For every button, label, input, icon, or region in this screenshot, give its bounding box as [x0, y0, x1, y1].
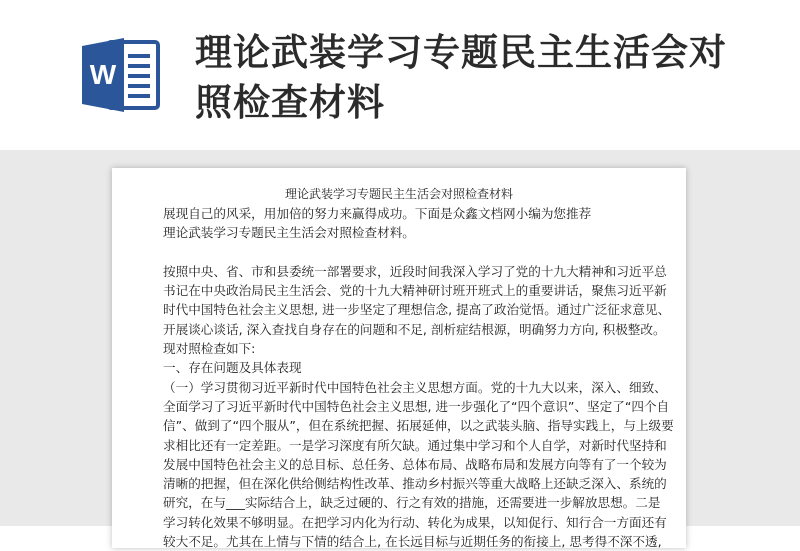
body-line: 信”、做到了“四个服从”，但在系统把握、拓展延伸，以之武装头脑、指导实践上，与上级要	[163, 418, 674, 434]
title-line-1: 理论武装学习专题民主生活会对	[195, 31, 727, 74]
body-line: 研究，在与___实际结合上，缺乏过硬的、行之有效的措施，还需要进一步解放思想。二是	[163, 495, 661, 511]
page-heading: 理论武装学习专题民主生活会对照检查材料	[284, 187, 513, 201]
body-line: 学习转化效果不够明显。在把学习内化为行动、转化为成果，以知促行、知行合一方面还有	[163, 514, 667, 530]
body-line: 时代中国特色社会主义思想, 进一步坚定了理想信念, 提高了政治觉悟。通过广泛征求意见、	[163, 302, 671, 318]
header	[0, 0, 800, 150]
body-line: 现对照检查如下:	[163, 341, 256, 357]
body-line	[163, 243, 643, 262]
word-icon-letter: W	[89, 59, 117, 90]
body-line: 较大不足。尤其在上情与下情的结合上, 在长远目标与近期任务的衔接上, 思考得不深不透,	[163, 534, 662, 550]
body-line: 一、存在问题及具体表现	[163, 360, 302, 376]
document-page	[112, 168, 686, 548]
body-line: （一）学习贯彻习近平新时代中国特色社会主义思想方面。党的十九大以来，深入、细致、	[163, 379, 667, 395]
body-line: 按照中央、省、市和县委统一部署要求，近段时间我深入学习了党的十九大精神和习近平总	[163, 263, 667, 279]
body-line: 理论武装学习专题民主生活会对照检查材料。	[163, 225, 415, 241]
body-line: 求相比还有一定差距。一是学习深度有所欠缺。通过集中学习和个人自学，对新时代坚持和	[163, 437, 667, 453]
body-line: 展现自己的风采，用加倍的努力来赢得成功。下面是众鑫文档网小编为您推荐	[163, 206, 592, 221]
document-title	[195, 28, 755, 128]
body-line: 发展中国特色社会主义的总目标、总任务、总体布局、战略布局和发展方向等有了一个较为	[163, 456, 667, 472]
page-body	[163, 204, 674, 551]
body-line: 全面学习了习近平新时代中国特色社会主义思想, 进一步强化了“四个意识”、坚定了“四个自	[163, 398, 670, 414]
body-line: 开展谈心谈话, 深入查找自身存在的问题和不足, 剖析症结根源，明确努力方向, 积极整改。	[163, 321, 666, 337]
word-document-icon	[78, 32, 164, 118]
body-line: 书记在中央政治局民主生活会、党的十九大精神研讨班开班式上的重要讲话，聚焦习近平新	[163, 283, 667, 299]
body-line: 清晰的把握，但在深化供给侧结构性改革、推动乡村振兴等重大战略上还缺乏深入、系统的	[163, 476, 667, 492]
title-line-2: 照检查材料	[195, 81, 385, 124]
